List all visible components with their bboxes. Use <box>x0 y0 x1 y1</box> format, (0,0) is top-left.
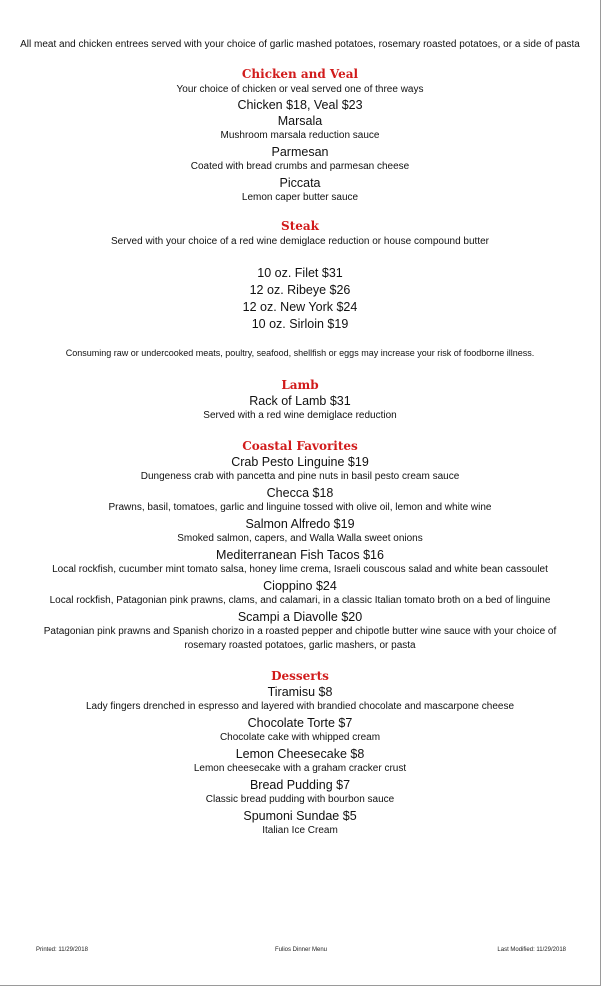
section-title: Desserts <box>271 669 329 683</box>
menu-item-name: Tiramisu $8 <box>267 685 333 699</box>
menu-item-description: Italian Ice Cream <box>262 825 338 836</box>
section-lamb <box>20 377 580 423</box>
menu-item-name: Marsala <box>277 114 323 128</box>
menu-item-description: Coated with bread crumbs and parmesan cheese <box>190 161 410 172</box>
menu-item-name: 12 oz. Ribeye $26 <box>249 283 351 297</box>
menu-item-description: Local rockfish, Patagonian pink prawns, clams, and calamari, in a classic Italian tomato broth on a bed of linguine <box>49 595 551 606</box>
footer-printed-date: Printed: 11/29/2018 <box>36 947 88 953</box>
menu-item-name: Rack of Lamb $31 <box>249 394 351 408</box>
menu-item-name: Salmon Alfredo $19 <box>245 517 355 531</box>
menu-item-description: Classic bread pudding with bourbon sauce <box>205 794 395 805</box>
menu-item-name: Chocolate Torte $7 <box>247 716 353 730</box>
section-title: Steak <box>281 219 319 233</box>
menu-item-name: Spumoni Sundae $5 <box>243 809 357 823</box>
menu-item-name: Cioppino $24 <box>263 579 337 593</box>
menu-item-description: Mushroom marsala reduction sauce <box>220 130 380 141</box>
menu-item-name: Scampi a Diavolle $20 <box>237 610 363 624</box>
menu-item-name: Piccata <box>279 176 321 190</box>
footer-document-title: Fulios Dinner Menu <box>274 947 328 953</box>
menu-item-name: Lemon Cheesecake $8 <box>235 747 365 761</box>
menu-item-description: Smoked salmon, capers, and Walla Walla sweet onions <box>177 533 423 544</box>
section-description: Served with your choice of a red wine demiglace reduction or house compound butter <box>111 236 489 247</box>
section-title: Lamb <box>281 378 319 392</box>
section-chicken-veal <box>20 66 580 205</box>
menu-item-description: Lemon cheesecake with a graham cracker crust <box>193 763 407 774</box>
menu-item-name: Bread Pudding $7 <box>249 778 351 792</box>
menu-item-name: 12 oz. New York $24 <box>242 300 358 314</box>
section-desserts <box>20 668 580 838</box>
menu-item-description: Patagonian pink prawns and Spanish chorizo in a roasted pepper and chipotle butter wine sauce with your choice of rosemary roasted potatoes, garlic mashers, or pasta <box>43 626 557 651</box>
menu-item-description: Lady fingers drenched in espresso and layered with brandied chocolate and mascarpone cheese <box>85 701 515 712</box>
menu-item-name: Chicken $18, Veal $23 <box>237 98 363 112</box>
section-coastal-favorites <box>20 438 580 653</box>
menu-item-description: Dungeness crab with pancetta and pine nuts in basil pesto cream sauce <box>140 471 460 482</box>
health-notice: Consuming raw or undercooked meats, poultry, seafood, shellfish or eggs may increase your risk of foodborne illness. <box>65 348 535 358</box>
menu-item-name: Parmesan <box>271 145 329 159</box>
menu-item-name: Checca $18 <box>266 486 334 500</box>
menu-item-description: Local rockfish, cucumber mint tomato salsa, honey lime crema, Israeli couscous salad and white bean cassoulet <box>52 564 548 575</box>
footer-modified-date: Last Modified: 11/29/2018 <box>497 947 566 953</box>
menu-item-description: Lemon caper butter sauce <box>241 192 359 203</box>
menu-item-description: Chocolate cake with whipped cream <box>219 732 381 743</box>
menu-item-name: 10 oz. Sirloin $19 <box>251 317 349 331</box>
section-description: Your choice of chicken or veal served one of three ways <box>176 84 424 95</box>
menu-item-description: Served with a red wine demiglace reduction <box>203 410 397 421</box>
menu-item-name: Mediterranean Fish Tacos $16 <box>216 548 384 562</box>
menu-item-name: 10 oz. Filet $31 <box>257 266 343 280</box>
menu-item-description: Prawns, basil, tomatoes, garlic and linguine tossed with olive oil, lemon and white wine <box>108 502 492 513</box>
menu-content <box>20 38 580 839</box>
section-title: Chicken and Veal <box>241 67 359 81</box>
menu-item-name: Crab Pesto Linguine $19 <box>231 455 369 469</box>
section-title: Coastal Favorites <box>242 439 358 453</box>
section-steak <box>20 218 580 333</box>
intro-text: All meat and chicken entrees served with your choice of garlic mashed potatoes, rosemary roasted potatoes, or a side of pasta <box>20 39 580 50</box>
